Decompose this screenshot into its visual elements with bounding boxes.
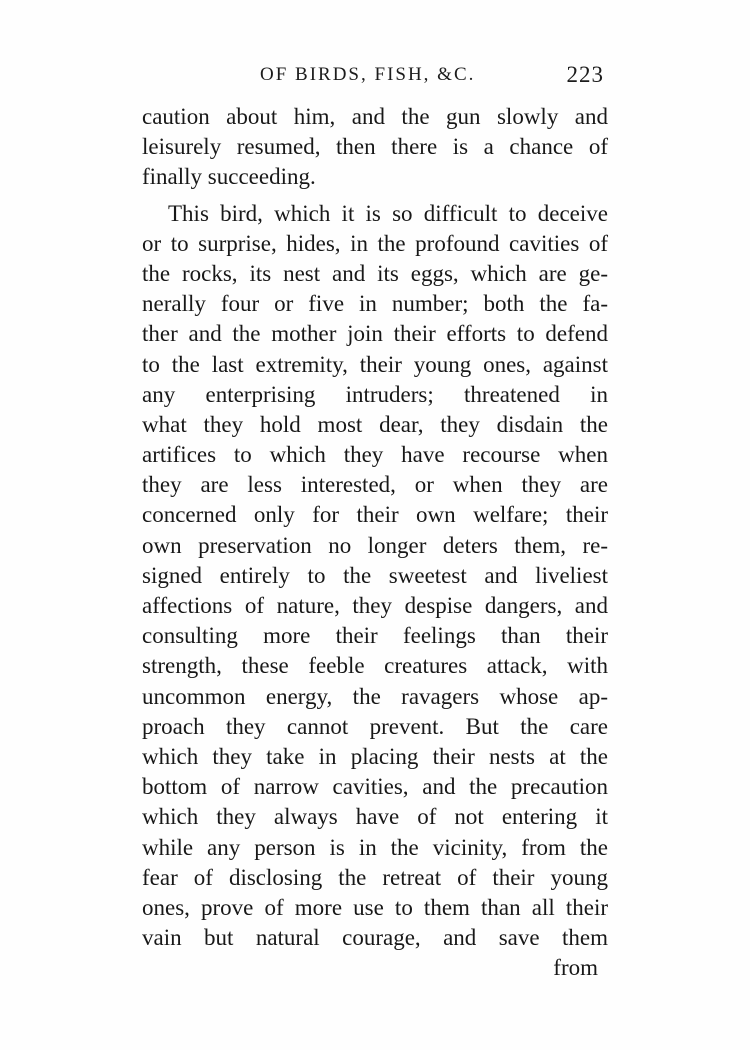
text-line: affections of nature, they despise dangers, and <box>142 593 608 618</box>
text-line: which they take in placing their nests at the <box>142 743 608 769</box>
page-number: 223 <box>566 62 604 87</box>
text-line: concerned only for their own welfare; their <box>142 502 608 528</box>
text-line: own preservation no longer deters them, re- <box>142 532 608 558</box>
text-line: uncommon energy, the ravagers whose ap- <box>142 683 608 709</box>
text-line: any enterprising intruders; threatened in <box>142 381 608 407</box>
text-line: ther and the mother join their efforts to defend <box>142 321 608 347</box>
text-line: bottom of narrow cavities, and the precaution <box>142 774 608 800</box>
text-line: strength, these feeble creatures attack, with <box>142 653 608 679</box>
running-head <box>142 62 612 92</box>
text-line: which they always have of not entering it <box>142 804 608 830</box>
text-line: what they hold most dear, they disdain the <box>142 411 608 437</box>
text-line: consulting more their feelings than their <box>142 623 608 649</box>
catchword: from <box>553 955 598 981</box>
body-text <box>142 102 608 983</box>
text-line: signed entirely to the sweetest and liveliest <box>142 562 608 588</box>
text-line: caution about him, and the gun slowly and <box>142 104 608 129</box>
text-line: artifices to which they have recourse when <box>142 442 608 468</box>
running-title: OF BIRDS, FISH, &C. <box>260 64 476 85</box>
text-line: or to surprise, hides, in the profound cavities of <box>142 230 608 256</box>
text-line: nerally four or five in number; both the fa- <box>142 291 608 317</box>
text-line: This bird, which it is so difficult to deceive <box>168 200 608 226</box>
paragraph-1 <box>142 102 608 193</box>
text-line: they are less interested, or when they are <box>142 472 608 498</box>
text-line: while any person is in the vicinity, from the <box>142 834 608 860</box>
text-line: finally succeeding. <box>142 164 316 190</box>
text-line: proach they cannot prevent. But the care <box>142 713 608 739</box>
text-line: ones, prove of more use to them than all their <box>142 894 608 920</box>
text-line: the rocks, its nest and its eggs, which are ge- <box>142 260 608 286</box>
text-line: fear of disclosing the retreat of their young <box>142 864 608 890</box>
text-line: vain but natural courage, and save them <box>142 925 608 951</box>
text-line: leisurely resumed, then there is a chance of <box>142 134 608 160</box>
text-line: to the last extremity, their young ones, against <box>142 351 608 377</box>
paragraph-2 <box>142 199 608 984</box>
